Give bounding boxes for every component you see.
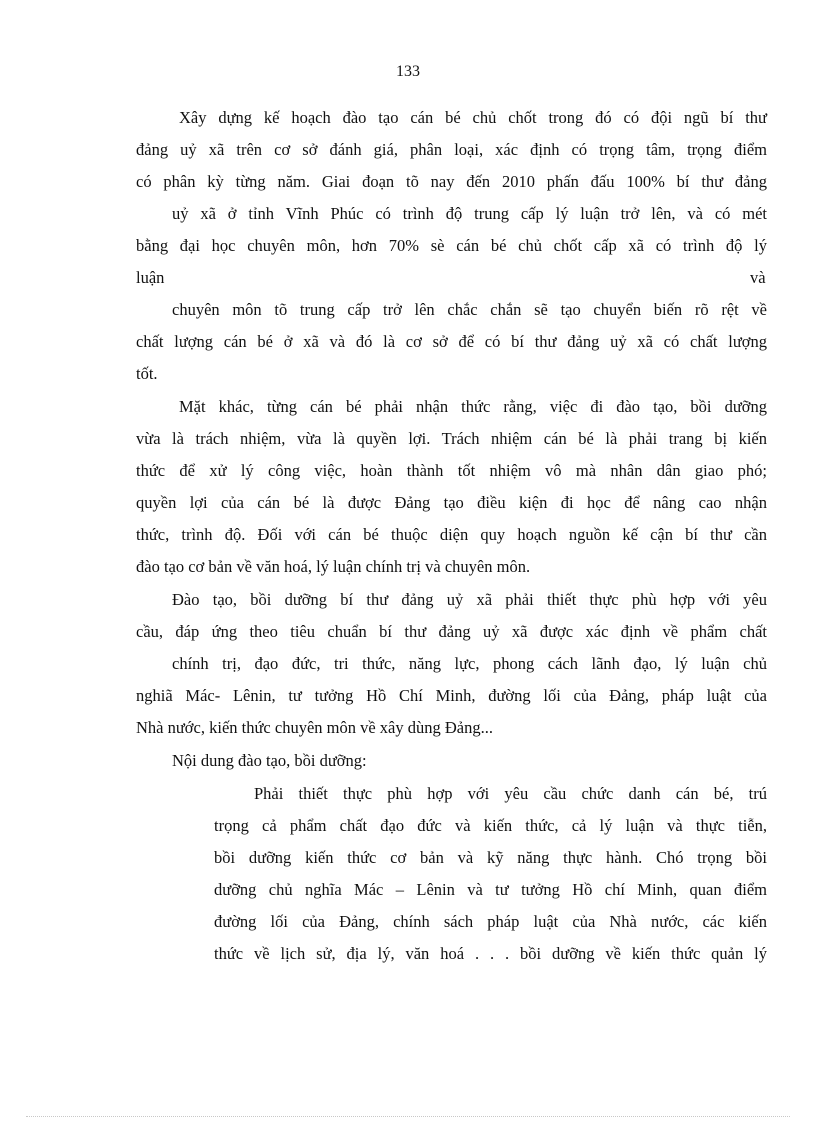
text-line: trọng cả phẩm chất đạo đức và kiến thức, cả lý luận và thực tiễn, [214, 816, 767, 835]
text-line: uỷ xã ở tỉnh Vĩnh Phúc có trình độ trung cấp lý luận trở lên, và có mét [172, 204, 767, 223]
text-line: quyền lợi của cán bé là được Đảng tạo điều kiện đi học để nâng cao nhận [136, 493, 767, 512]
text-line: bồi dưỡng kiến thức cơ bản và kỹ năng thực hành. Chó trọng bồi [214, 848, 767, 867]
text-line: chất lượng cán bé ở xã và đó là cơ sở để có bí thư đảng uỷ xã có chất lượng [136, 332, 767, 351]
text-line: Phải thiết thực phù hợp với yêu cầu chức danh cán bé, trú [254, 784, 767, 803]
footer-divider [26, 1116, 790, 1117]
text-line: đảng uỷ xã trên cơ sở đánh giá, phân loại, xác định có trọng tâm, trọng điểm [136, 140, 767, 159]
text-line: Xây dựng kế hoạch đào tạo cán bé chủ chốt trong đó có đội ngũ bí thư [179, 108, 767, 127]
text-line: chuyên môn tõ trung cấp trở lên chắc chắn sẽ tạo chuyển biến rõ rệt về [172, 300, 767, 319]
text-line: đào tạo cơ bản về văn hoá, lý luận chính trị và chuyên môn. [136, 557, 531, 576]
text-line: thức, trình độ. Đối với cán bé thuộc diện quy hoạch nguồn kế cận bí thư cần [136, 525, 767, 544]
text-line: cầu, đáp ứng theo tiêu chuẩn bí thư đảng uỷ xã được xác định về phẩm chất [136, 622, 767, 641]
text-line: Nhà nước, kiến thức chuyên môn về xây dùng Đảng... [136, 718, 493, 737]
text-line: thức về lịch sử, địa lý, văn hoá . . . bồi dưỡng về kiến thức quản lý [214, 944, 767, 963]
text-line: nghiã Mác- Lênin, tư tưởng Hồ Chí Minh, đường lối của Đảng, pháp luật của [136, 686, 767, 705]
page-number: 133 [396, 63, 420, 80]
text-line: luận [136, 268, 165, 287]
text-line: vừa là trách nhiệm, vừa là quyền lợi. Trách nhiệm cán bé là phải trang bị kiến [136, 429, 767, 448]
text-line: Nội dung đào tạo, bồi dưỡng: [172, 751, 367, 770]
text-line: Mặt khác, từng cán bé phải nhận thức rằng, việc đi đào tạo, bồi dưỡng [179, 397, 767, 416]
text-line: chính trị, đạo đức, tri thức, năng lực, phong cách lãnh đạo, lý luận chủ [172, 654, 767, 673]
text-line: tốt. [136, 364, 158, 383]
text-line: và [750, 268, 766, 287]
text-line: có phân kỳ từng năm. Giai đoạn tõ nay đến 2010 phấn đấu 100% bí thư đảng [136, 172, 767, 191]
text-line: đường lối của Đảng, chính sách pháp luật của Nhà nước, các kiến [214, 912, 767, 931]
text-line: dưỡng chủ nghĩa Mác – Lênin và tư tưởng Hồ chí Minh, quan điểm [214, 880, 767, 899]
text-line: bằng đại học chuyên môn, hơn 70% sè cán bé chủ chốt cấp xã có trình độ lý [136, 236, 767, 255]
text-line: Đào tạo, bồi dưỡng bí thư đảng uỷ xã phải thiết thực phù hợp với yêu [172, 590, 767, 609]
text-line: thức để xử lý công việc, hoàn thành tốt nhiệm vô mà nhân dân giao phó; [136, 461, 767, 480]
